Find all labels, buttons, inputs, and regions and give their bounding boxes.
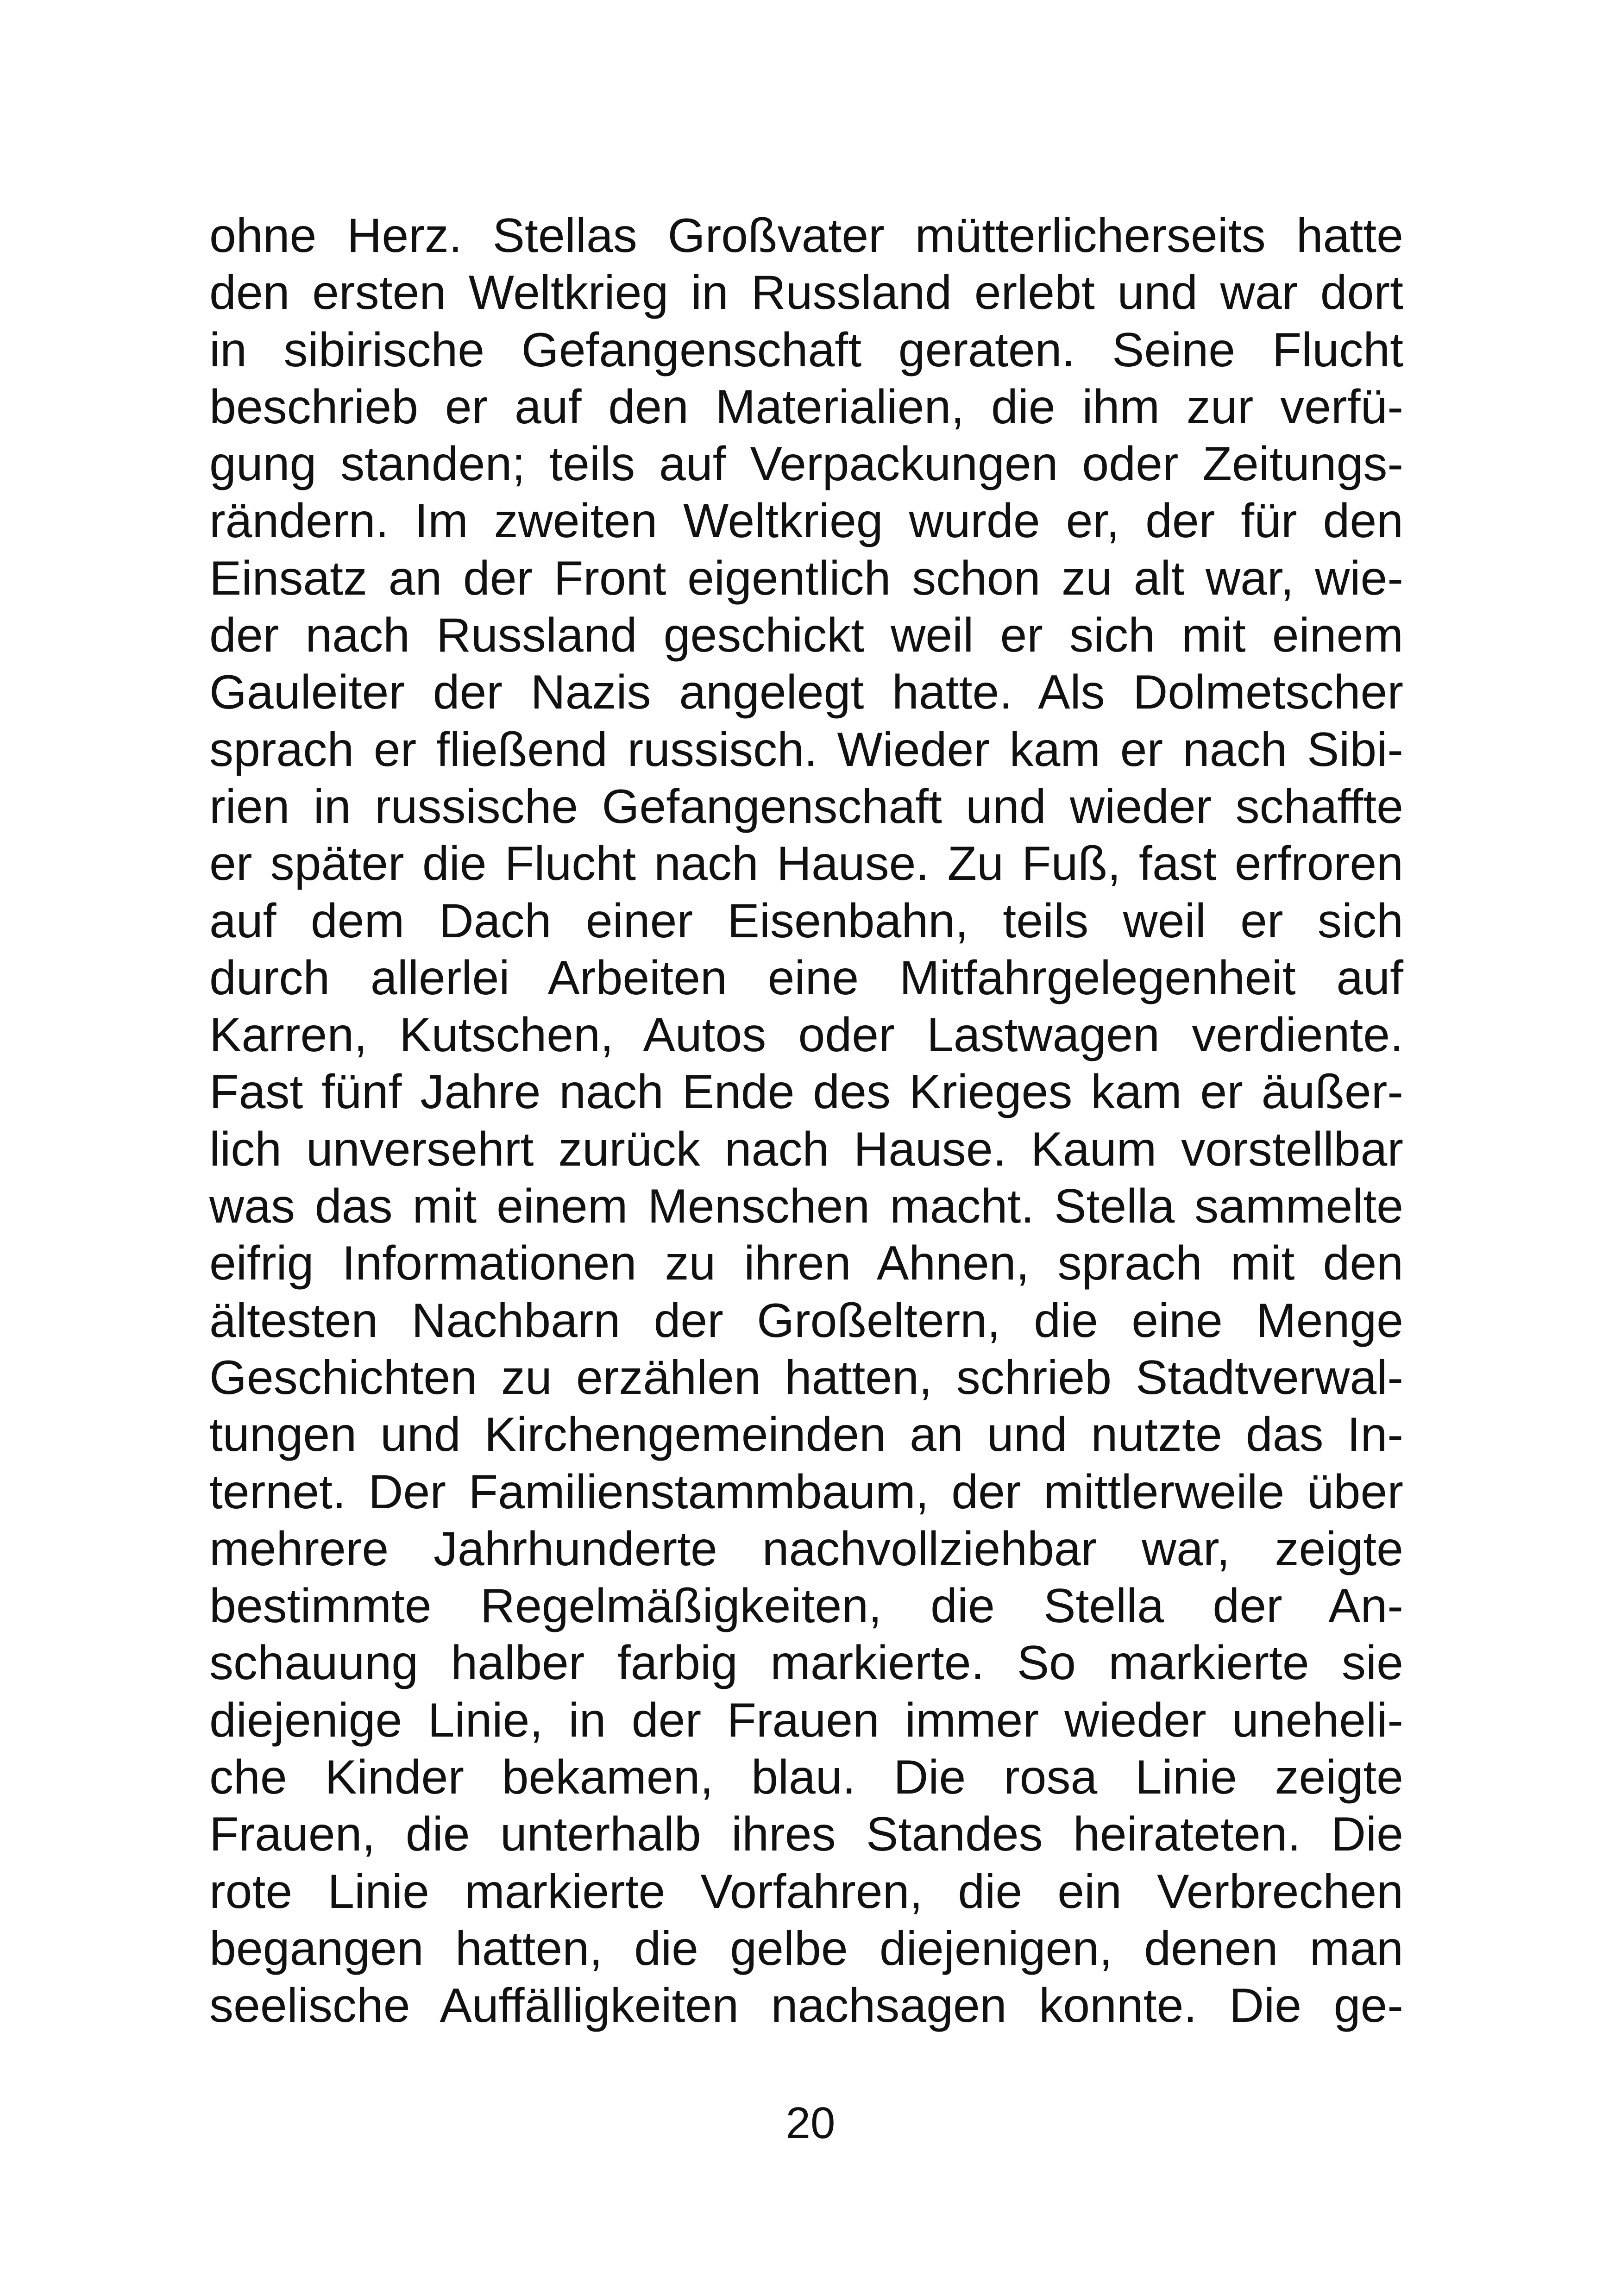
text-line: diejenige Linie, in der Frauen immer wieder uneheli- [209,1693,1403,1747]
text-line: Fast fünf Jahre nach Ende des Krieges kam er äußer- [209,1065,1403,1119]
text-line: rote Linie markierte Vorfahren, die ein Verbrechen [209,1864,1403,1919]
text-line: was das mit einem Menschen macht. Stella sammelte [209,1179,1403,1234]
text-line: che Kinder bekamen, blau. Die rosa Linie zeigte [209,1750,1403,1805]
body-text [209,207,1403,2035]
text-line: ältesten Nachbarn der Großeltern, die eine Menge [209,1293,1403,1348]
text-line: den ersten Weltkrieg in Russland erlebt und war dort [209,266,1403,320]
text-line: eifrig Informationen zu ihren Ahnen, sprach mit den [209,1236,1403,1291]
text-line: der nach Russland geschickt weil er sich mit einem [209,609,1403,663]
text-line: ohne Herz. Stellas Großvater mütterlicherseits hatte [209,209,1403,263]
text-line: Einsatz an der Front eigentlich schon zu alt war, wie- [209,551,1403,605]
text-line: durch allerlei Arbeiten eine Mitfahrgelegenheit auf [209,951,1403,1005]
text-line: Geschichten zu erzählen hatten, schrieb Stadtverwal- [209,1350,1403,1405]
text-line: mehrere Jahrhunderte nachvollziehbar war, zeigte [209,1522,1403,1576]
page-number: 20 [785,2098,836,2148]
text-line: ternet. Der Familienstammbaum, der mittlerweile über [209,1465,1403,1519]
text-line: rien in russische Gefangenschaft und wieder schaffte [209,779,1403,834]
text-line: begangen hatten, die gelbe diejenigen, denen man [209,1921,1403,1976]
text-line: beschrieb er auf den Materialien, die ihm zur verfü- [209,380,1403,434]
text-line: Karren, Kutschen, Autos oder Lastwagen verdiente. [209,1008,1403,1062]
text-line: Gauleiter der Nazis angelegt hatte. Als Dolmetscher [209,665,1403,720]
text-line: Frauen, die unterhalb ihres Standes heirateten. Die [209,1807,1403,1862]
text-line: in sibirische Gefangenschaft geraten. Seine Flucht [209,323,1403,377]
text-line: schauung halber farbig markierte. So markierte sie [209,1636,1403,1690]
text-line: tungen und Kirchengemeinden an und nutzte das In- [209,1408,1403,1462]
text-line: bestimmte Regelmäßigkeiten, die Stella der An- [209,1579,1403,1633]
text-line: lich unversehrt zurück nach Hause. Kaum vorstellbar [209,1122,1403,1176]
text-line: seelische Auffälligkeiten nachsagen konnte. Die ge- [209,1979,1403,2033]
text-line: gung standen; teils auf Verpackungen oder Zeitungs- [209,437,1403,491]
text-line: sprach er fließend russisch. Wieder kam er nach Sibi- [209,722,1403,777]
text-line: er später die Flucht nach Hause. Zu Fuß, fast erfroren [209,837,1403,891]
text-line: auf dem Dach einer Eisenbahn, teils weil er sich [209,894,1403,948]
text-line: rändern. Im zweiten Weltkrieg wurde er, der für den [209,494,1403,548]
